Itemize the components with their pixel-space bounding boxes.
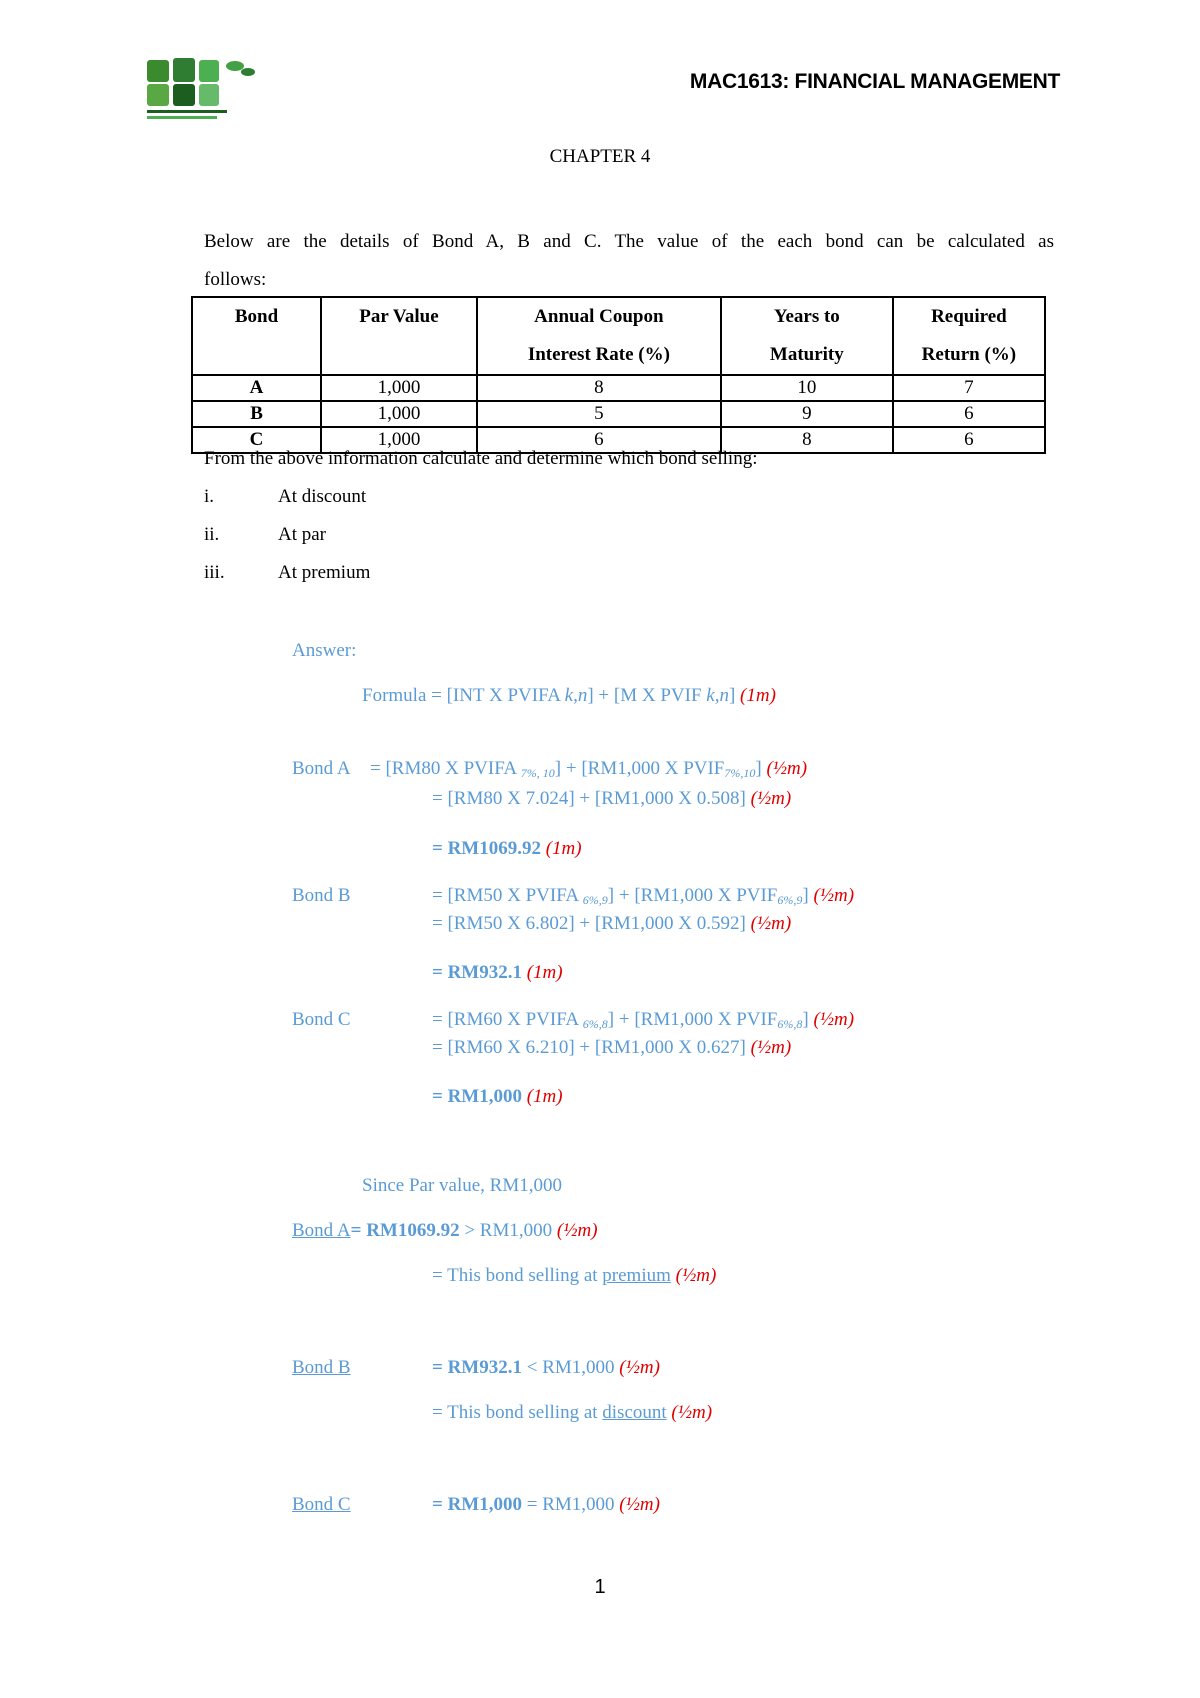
university-logo bbox=[145, 52, 260, 124]
bond-a-result: = RM1069.92 (1m) bbox=[432, 838, 582, 859]
header-coupon-rate: Annual Coupon Interest Rate (%) bbox=[477, 297, 721, 375]
page-number: 1 bbox=[594, 1576, 606, 1598]
cell: 7 bbox=[893, 375, 1045, 401]
cell: 8 bbox=[721, 427, 893, 453]
cell: 1,000 bbox=[321, 375, 477, 401]
bond-table bbox=[191, 296, 1046, 454]
header-required-return: Required Return (%) bbox=[893, 297, 1045, 375]
question-prompt: From the above information calculate and determine which bond selling: bbox=[204, 448, 758, 469]
cell: 1,000 bbox=[321, 401, 477, 427]
bond-a-label: Bond A bbox=[292, 758, 351, 779]
cell: C bbox=[192, 427, 321, 453]
formula-line: Formula = [INT X PVIFA k,n] + [M X PVIF k,n] (1m) bbox=[362, 685, 776, 706]
conclusion-bond-c: = RM1,000 = RM1,000 (½m) bbox=[432, 1494, 660, 1515]
header-par-value: Par Value bbox=[321, 297, 477, 375]
course-title: MAC1613: FINANCIAL MANAGEMENT bbox=[689, 70, 1060, 93]
cell: 1,000 bbox=[321, 427, 477, 453]
conclusion-bond-b-label: Bond B bbox=[292, 1357, 351, 1378]
list-item-num: i. bbox=[204, 486, 215, 507]
bond-b-line-2: = [RM50 X 6.802] + [RM1,000 X 0.592] (½m) bbox=[432, 913, 792, 934]
list-item-num: iii. bbox=[204, 562, 225, 583]
intro-line-1: Below are the details of Bond A, B and C. The value of the each bond can be calculated as bbox=[204, 231, 1054, 252]
cell: 9 bbox=[721, 401, 893, 427]
cell: 8 bbox=[477, 375, 721, 401]
cell: 6 bbox=[477, 427, 721, 453]
conclusion-bond-a: Bond A= RM1069.92 > RM1,000 (½m) bbox=[292, 1220, 598, 1241]
bond-b-line-1: = [RM50 X PVIFA $_{6\%,9}$] + [RM1,000 X $PVIF_{6\%,9}$] (½m) bbox=[432, 885, 855, 907]
conclusion-bond-b: = RM932.1 < RM1,000 (½m) bbox=[432, 1357, 660, 1378]
cell: 10 bbox=[721, 375, 893, 401]
intro-line-2: follows: bbox=[204, 269, 267, 290]
bond-c-line-2: = [RM60 X 6.210] + [RM1,000 X 0.627] (½m) bbox=[432, 1037, 792, 1058]
bond-b-result: = RM932.1 (1m) bbox=[432, 962, 563, 983]
list-item: At premium bbox=[278, 562, 371, 583]
table-row bbox=[192, 375, 1045, 401]
cell: 6 bbox=[893, 401, 1045, 427]
list-item-num: ii. bbox=[204, 524, 220, 545]
conclusion-bond-a-line-2: = This bond selling at premium (½m) bbox=[432, 1265, 717, 1286]
mark: (1m) bbox=[740, 685, 776, 706]
header-bond: Bond bbox=[192, 297, 321, 375]
chapter-heading: CHAPTER 4 bbox=[549, 146, 651, 167]
table-header-row bbox=[192, 297, 1045, 375]
bond-b-label: Bond B bbox=[292, 885, 351, 906]
cell: B bbox=[192, 401, 321, 427]
bond-c-line-1: = [RM60 X PVIFA $_{6\%,8}$] + [RM1,000 X $PVIF_{6\%,8}$] (½m) bbox=[432, 1009, 855, 1031]
cell: A bbox=[192, 375, 321, 401]
since-par-value: Since Par value, RM1,000 bbox=[362, 1175, 563, 1196]
bond-c-label: Bond C bbox=[292, 1009, 351, 1030]
table-row bbox=[192, 401, 1045, 427]
cell: 6 bbox=[893, 427, 1045, 453]
conclusion-bond-c-label: Bond C bbox=[292, 1494, 351, 1515]
intro-paragraph bbox=[204, 223, 1054, 299]
cell: 5 bbox=[477, 401, 721, 427]
answer-label: Answer: bbox=[292, 640, 357, 661]
list-item: At discount bbox=[278, 486, 367, 507]
list-item: At par bbox=[278, 524, 327, 545]
conclusion-bond-b-line-2: = This bond selling at discount (½m) bbox=[432, 1402, 713, 1423]
bond-a-line-1: = [RM80 X PVIFA $_{7\%, 10}$] + [RM1,000 X $PVIF_{7\%,10}$] (½m) bbox=[370, 758, 808, 780]
bond-a-line-2: = [RM80 X 7.024] + [RM1,000 X 0.508] (½m) bbox=[432, 788, 792, 809]
bond-c-result: = RM1,000 (1m) bbox=[432, 1086, 563, 1107]
header-years-to-maturity: Years to Maturity bbox=[721, 297, 893, 375]
